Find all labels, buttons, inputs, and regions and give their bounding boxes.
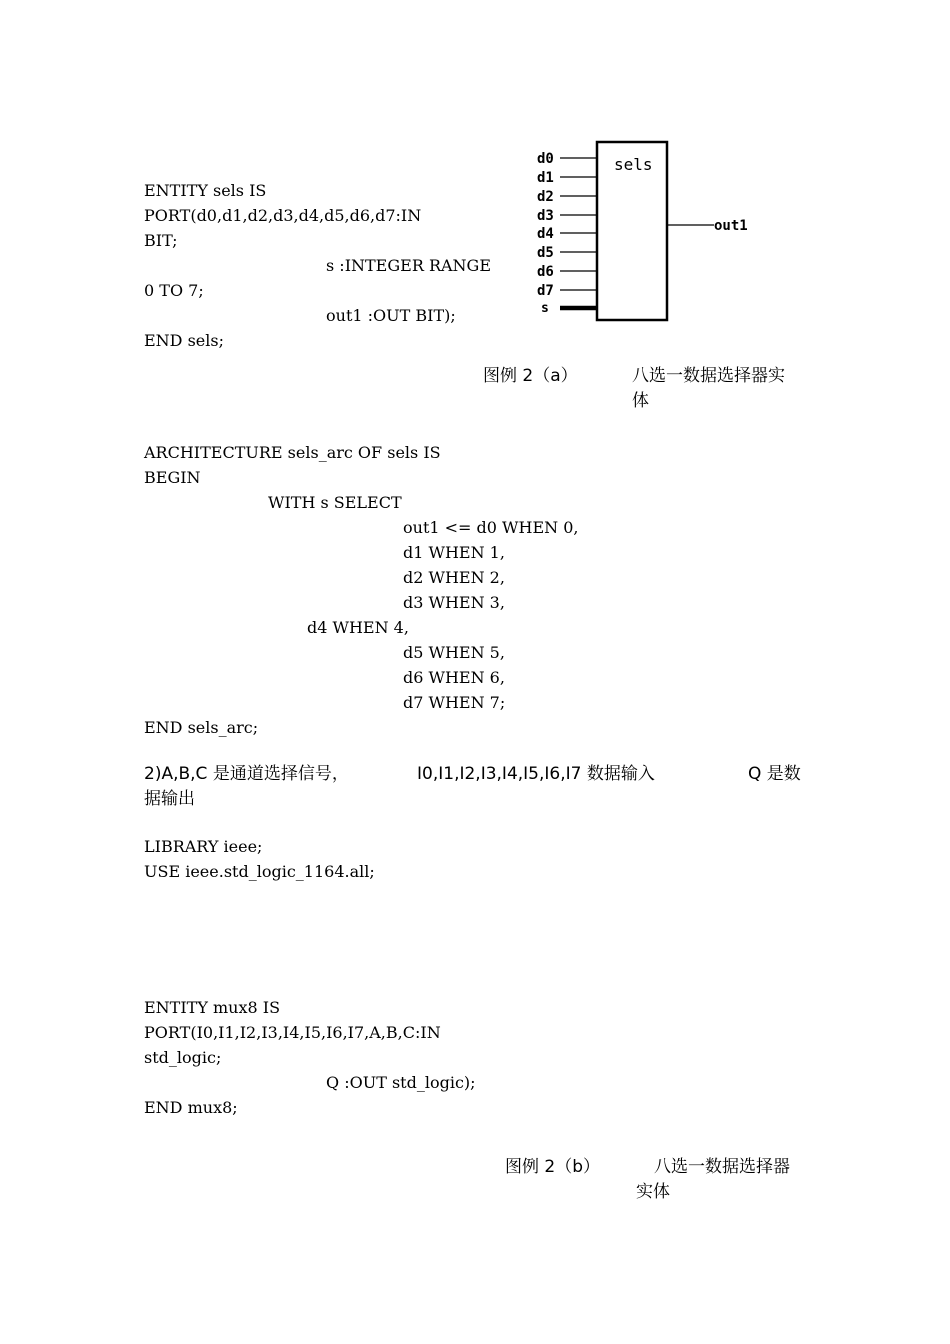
description-text: 据输出: [144, 789, 195, 809]
pin-label-d2: d2: [537, 189, 554, 205]
figure-caption-text: 八选一数据选择器实: [632, 366, 785, 386]
description-text: Q 是数: [748, 764, 801, 784]
pin-label-d0: d0: [537, 151, 554, 167]
code-line: END sels;: [144, 331, 224, 350]
pin-label-d4: d4: [537, 226, 554, 242]
code-line: Q :OUT std_logic);: [326, 1073, 476, 1092]
code-line: LIBRARY ieee;: [144, 837, 263, 856]
pin-label-out1: out1: [714, 218, 748, 234]
pin-label-d3: d3: [537, 208, 554, 224]
pin-label-d6: d6: [537, 264, 554, 280]
block-name-label: sels: [614, 155, 653, 174]
code-line: USE ieee.std_logic_1164.all;: [144, 862, 375, 881]
code-line: out1 <= d0 WHEN 0,: [403, 518, 579, 537]
code-line: PORT(d0,d1,d2,d3,d4,d5,d6,d7:IN: [144, 206, 422, 225]
code-line: BIT;: [144, 231, 178, 250]
code-line: d6 WHEN 6,: [403, 668, 505, 687]
code-line: d2 WHEN 2,: [403, 568, 505, 587]
code-line: ENTITY mux8 IS: [144, 998, 281, 1017]
code-line: d4 WHEN 4,: [307, 618, 409, 637]
code-line: d7 WHEN 7;: [403, 693, 506, 712]
figure-caption-label: 图例 2（b）: [505, 1157, 601, 1177]
description-text: 2)A,B,C 是通道选择信号，: [144, 764, 349, 784]
code-line: WITH s SELECT: [268, 493, 402, 512]
figure-caption-text: 体: [632, 391, 649, 411]
figure-caption-text: 八选一数据选择器: [654, 1157, 790, 1177]
description-text: I0,I1,I2,I3,I4,I5,I6,I7 数据输入: [417, 764, 655, 784]
code-line: 0 TO 7;: [144, 281, 204, 300]
code-line: END mux8;: [144, 1098, 238, 1117]
code-line: out1 :OUT BIT);: [326, 306, 456, 325]
code-line: ARCHITECTURE sels_arc OF sels IS: [144, 443, 441, 462]
code-line: ENTITY sels IS: [144, 181, 267, 200]
code-line: d1 WHEN 1,: [403, 543, 505, 562]
pin-label-s: s: [541, 301, 549, 316]
code-line: BEGIN: [144, 468, 201, 487]
pin-label-d1: d1: [537, 170, 554, 186]
code-line: d5 WHEN 5,: [403, 643, 505, 662]
code-line: PORT(I0,I1,I2,I3,I4,I5,I6,I7,A,B,C:IN: [144, 1023, 441, 1042]
figure-caption-text: 实体: [636, 1182, 670, 1202]
code-line: d3 WHEN 3,: [403, 593, 505, 612]
code-line: s :INTEGER RANGE: [326, 256, 492, 275]
figure-caption-label: 图例 2（a）: [483, 366, 578, 386]
pin-label-d7: d7: [537, 283, 554, 299]
code-line: std_logic;: [144, 1048, 222, 1067]
sels-block-diagram: [530, 135, 770, 330]
pin-label-d5: d5: [537, 245, 554, 261]
code-line: END sels_arc;: [144, 718, 259, 737]
